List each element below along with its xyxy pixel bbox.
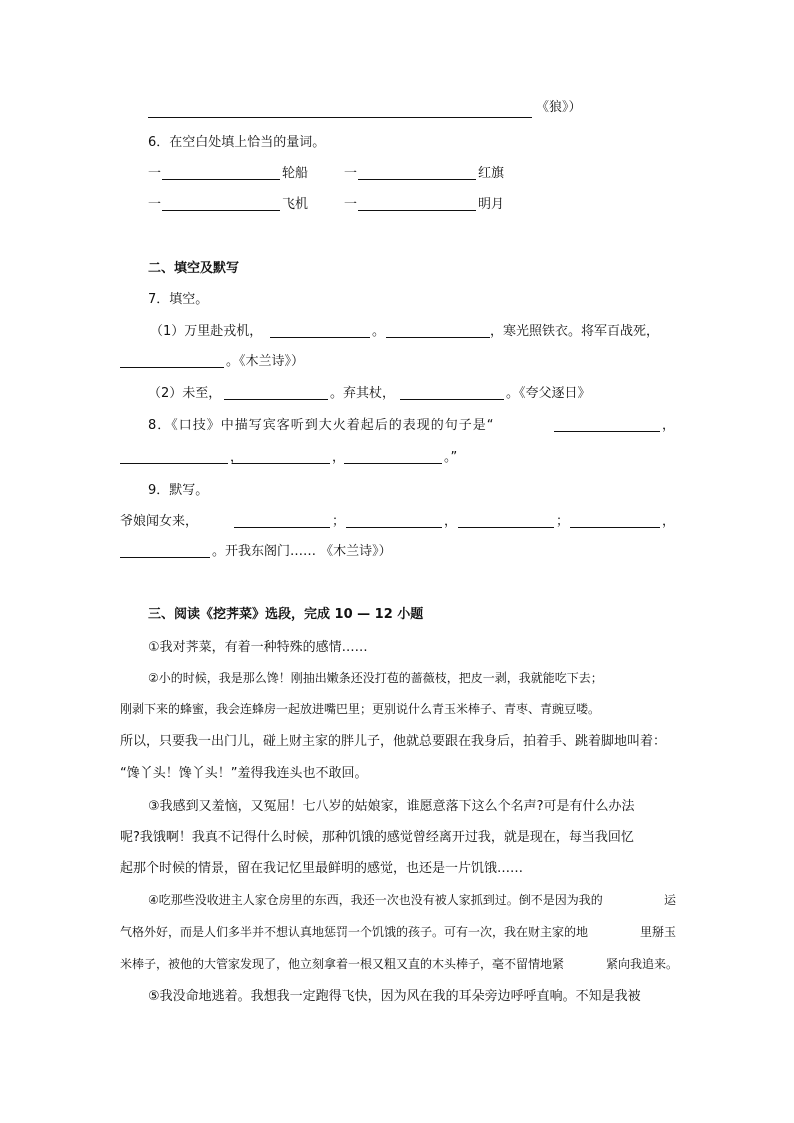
measure-prefix: 一 xyxy=(344,197,358,212)
text-segment: 。弃其杖， xyxy=(330,386,396,401)
answer-blank[interactable] xyxy=(458,515,554,528)
paragraph-2-line-3: 所以，只要我一出门儿，碰上财主家的胖儿子，他就总要跟在我身后，拍着手、跳着脚地叫着： xyxy=(120,734,667,749)
paragraph-2-line-1: ②小的时候，我是那么馋！刚抽出嫩条还没打苞的蔷薇枝，把皮一剥，我就能吃下去； xyxy=(148,671,603,685)
answer-blank[interactable] xyxy=(400,387,504,400)
answer-blank[interactable] xyxy=(554,419,660,432)
text-segment: ， xyxy=(662,514,676,529)
answer-blank[interactable] xyxy=(120,355,224,368)
question-9-title: 9．默写。 xyxy=(148,483,209,498)
question-7-title: 7．填空。 xyxy=(148,292,209,307)
answer-blank[interactable] xyxy=(346,515,442,528)
answer-blank[interactable] xyxy=(386,325,490,338)
section-2-title: 二、填空及默写 xyxy=(148,261,240,276)
paragraph-3-line-1: ③我感到又羞恼，又冤屈！七八岁的姑娘家，谁愿意落下这么个名声?可是有什么办法 xyxy=(148,799,635,814)
text-segment: 。《木兰诗》） xyxy=(226,354,305,369)
answer-blank[interactable] xyxy=(232,451,330,464)
text-segment: （1）万里赴戎机， xyxy=(150,324,263,339)
answer-blank[interactable] xyxy=(358,198,476,211)
text-segment: 。《夸父逐日》 xyxy=(506,386,591,401)
text-segment: 8．《口技》中描写宾客听到大火着起后的表现的句子是“ xyxy=(148,418,495,433)
answer-blank[interactable] xyxy=(358,167,476,180)
paragraph-2-line-2: 刚剥下来的蜂蜜，我会连蜂房一起放进嘴巴里；更别说什么青玉米棒子、青枣、青豌豆喽。 xyxy=(120,702,601,716)
text-segment: ； xyxy=(556,514,570,529)
paragraph-1: ①我对荠菜，有着一种特殊的感情…… xyxy=(148,640,368,655)
answer-blank[interactable] xyxy=(234,515,330,528)
paragraph-5-line-1: ⑤我没命地逃着。我想我一定跑得飞快，因为风在我的耳朵旁边呼呼直响。不知是我被 xyxy=(148,989,641,1004)
noun-label: 轮船 xyxy=(282,166,309,181)
text-segment: 气格外好，而是人们多半并不想认真地惩罚一个饥饿的孩子。可有一次，我在财主家的地 xyxy=(120,925,589,939)
text-segment: ， xyxy=(332,450,346,465)
answer-blank[interactable] xyxy=(270,325,370,338)
answer-blank[interactable] xyxy=(120,451,228,464)
paragraph-3-line-3: 起那个时候的情景，留在我记忆里最鲜明的感觉，也还是一片饥饿…… xyxy=(120,861,524,876)
question-6-title: 6．在空白处填上恰当的量词。 xyxy=(148,135,326,150)
answer-blank[interactable] xyxy=(224,387,328,400)
text-segment: 。 xyxy=(372,324,386,339)
measure-prefix: 一 xyxy=(148,197,162,212)
section-3-title: 三、阅读《挖荠菜》选段，完成 10 — 12 小题 xyxy=(148,607,424,622)
text-segment: 。开我东阁门…… 《木兰诗》） xyxy=(212,544,392,559)
paragraph-2-line-4: “馋丫头！馋丫头！”羞得我连头也不敢回。 xyxy=(120,766,368,781)
answer-blank[interactable] xyxy=(162,198,280,211)
text-segment: ④吃那些没收进主人家仓房里的东西，我还一次也没有被人家抓到过。倒不是因为我的 xyxy=(148,893,603,907)
text-segment: ， xyxy=(444,514,458,529)
text-segment: ， xyxy=(662,418,676,433)
text-segment: 里掰玉 xyxy=(640,925,677,939)
answer-blank[interactable] xyxy=(344,451,442,464)
text-segment: 爷娘闻女来， xyxy=(120,514,199,529)
noun-label: 飞机 xyxy=(282,197,309,212)
source-citation: 《狼》） xyxy=(536,100,582,115)
text-segment: （2）未至， xyxy=(148,386,222,401)
noun-label: 红旗 xyxy=(478,166,505,181)
noun-label: 明月 xyxy=(478,197,505,212)
answer-blank[interactable] xyxy=(120,545,210,558)
text-segment: 运 xyxy=(664,893,677,907)
text-segment: 紧向我追来。 xyxy=(606,957,679,971)
text-segment: 。” xyxy=(444,450,458,465)
text-segment: ； xyxy=(332,514,346,529)
answer-blank[interactable] xyxy=(570,515,660,528)
measure-prefix: 一 xyxy=(148,166,162,181)
measure-prefix: 一 xyxy=(344,166,358,181)
text-segment: ， xyxy=(230,450,244,465)
answer-blank[interactable] xyxy=(148,105,532,118)
answer-blank[interactable] xyxy=(162,167,280,180)
paragraph-3-line-2: 呢?我饿啊！我真不记得什么时候，那种饥饿的感觉曾经离开过我，就是现在，每当我回忆 xyxy=(120,830,634,845)
text-segment: ，寒光照铁衣。将军百战死， xyxy=(490,324,660,339)
text-segment: 米棒子，被他的大管家发现了，他立刻拿着一根又粗又直的木头棒子，毫不留情地紧 xyxy=(120,957,565,971)
